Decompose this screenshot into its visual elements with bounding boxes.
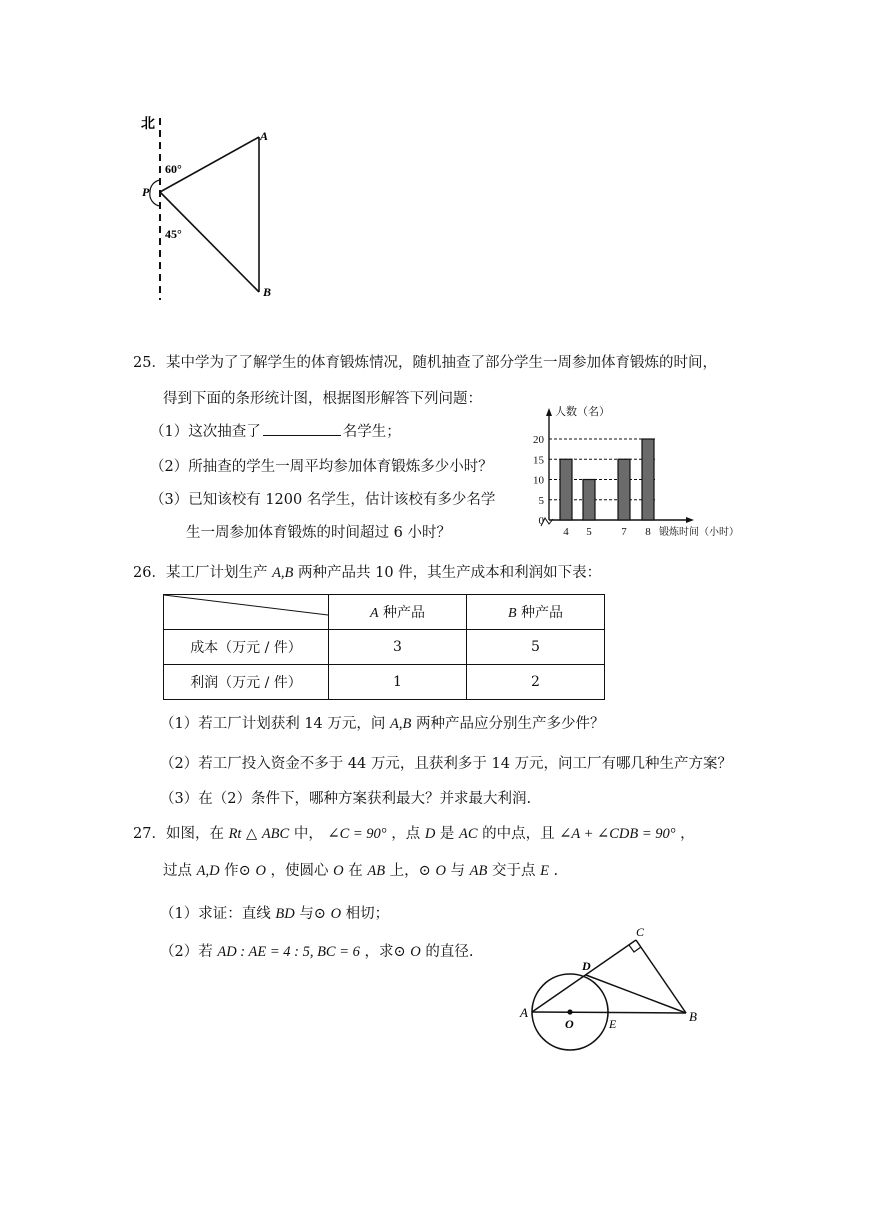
q27-l2-a: 过点 [163, 863, 197, 879]
corner-diagonal [164, 595, 328, 629]
q27-l1-cond: ∠C = 90° [327, 826, 387, 842]
bearing-figure [120, 110, 290, 310]
q27-p1-o: O [330, 906, 342, 922]
q25-part1-suffix: 名学生； [342, 424, 401, 440]
q25-part2: （2）所抽查的学生一周平均参加体育锻炼多少小时？ [150, 459, 493, 475]
q27-line1 [133, 822, 695, 843]
table-row [164, 665, 605, 700]
cost-profit-table [163, 594, 605, 700]
q27-part2 [160, 940, 473, 961]
x-axis-title: 锻炼时间（小时） [659, 527, 739, 538]
q27-l1-cond2: ∠A + ∠CDB = 90° [559, 826, 676, 842]
point-b-label: B [689, 1009, 697, 1024]
q27-line2 [163, 859, 558, 880]
point-p-label: P [142, 185, 150, 199]
angle-45-label: 45° [165, 227, 182, 241]
bar-7 [618, 459, 630, 520]
q27-l1-f: 的中点，且 [477, 826, 560, 842]
point-c-label: C [636, 925, 645, 939]
angle-arc-upper [150, 180, 160, 192]
point-a-label: A [260, 129, 269, 143]
header-b-var: B [507, 606, 517, 621]
header-product-a [329, 595, 467, 630]
segment-cb [636, 940, 686, 1013]
q26-intro-vars: A,B [272, 565, 294, 581]
q27-l2-f: 与 [445, 863, 470, 879]
q26-part1-prefix: （1）若工厂计划获利 14 万元，问 [160, 716, 391, 732]
x-axis-arrow [686, 517, 694, 523]
header-a-text: 种产品 [378, 605, 425, 621]
q27-l2-d: 在 [343, 863, 368, 879]
q27-p2-expr: AD : AE = 4 : 5, BC = 6 [217, 944, 360, 960]
segment-db [586, 975, 686, 1013]
q25-part3-line1: （3）已知该校有 1200 名学生，估计该校有多少名学 [150, 492, 496, 508]
cell-profit-a: 1 [329, 665, 467, 700]
header-b-text: 种产品 [516, 605, 563, 621]
q25-line2: 得到下面的条形统计图，根据图形解答下列问题： [163, 391, 482, 407]
row-label-profit: 利润（万元 / 件） [164, 665, 329, 700]
bar-5 [583, 480, 595, 521]
q27-l2-o: O [255, 863, 266, 879]
q27-p1-c: 相切； [341, 906, 390, 922]
answer-blank[interactable] [263, 421, 341, 436]
angle-arc-lower [150, 192, 160, 206]
y-axis-title: 人数（名） [555, 406, 610, 418]
right-angle-mark [629, 945, 641, 952]
cell-profit-b: 2 [467, 665, 605, 700]
table-corner-cell [164, 595, 329, 630]
header-a-var: A [369, 606, 379, 621]
row-label-cost: 成本（万元 / 件） [164, 630, 329, 665]
q27-l1-ac: AC [459, 826, 478, 842]
circle-tangent-figure [510, 920, 710, 1060]
q27-l1-a: 27．如图，在 [133, 826, 229, 842]
q26-part3: （3）在（2）条件下，哪种方案获利最大？并求最大利润. [160, 791, 532, 807]
segment-ab [532, 1012, 686, 1013]
q27-l1-tri: △ [241, 826, 262, 842]
y-tick-label: 15 [533, 454, 544, 467]
point-o-label: O [565, 1017, 574, 1031]
bar-8 [642, 439, 654, 520]
q26-intro [133, 561, 601, 582]
q25-part3-line2: 生一周参加体育锻炼的时间超过 6 小时？ [186, 525, 451, 541]
y-tick-label: 10 [533, 474, 544, 487]
q25-part1 [150, 420, 401, 441]
q26-intro-prefix: 26．某工厂计划生产 [133, 565, 273, 581]
q25-line1: 25．某中学为了了解学生的体育锻炼情况，随机抽查了部分学生一周参加体育锻炼的时间， [133, 355, 717, 371]
q27-l2-o2: O [333, 863, 344, 879]
bar-4 [560, 459, 572, 520]
q27-l2-b: 作⊙ [219, 863, 256, 879]
q25-part1-prefix: （1）这次抽查了 [150, 424, 261, 440]
q26-intro-suffix: 两种产品共 10 件，其生产成本和利润如下表： [293, 565, 602, 581]
q27-l1-abc: ABC [261, 826, 290, 842]
x-tick-label: 7 [621, 526, 627, 538]
q27-p2-c: 的直径. [420, 944, 474, 960]
q27-p1-a: （1）求证：直线 [160, 906, 276, 922]
point-d-label: D [582, 959, 591, 973]
x-tick-label: 5 [586, 526, 592, 538]
point-e-label: E [609, 1017, 617, 1031]
header-product-b [467, 595, 605, 630]
cell-cost-b: 5 [467, 630, 605, 665]
table-header-row [164, 595, 605, 630]
center-point-o [567, 1009, 572, 1014]
q27-l1-c: ，点 [386, 826, 425, 842]
point-b-label: B [263, 285, 272, 299]
segment-ac [532, 940, 636, 1012]
y-axis-arrow [546, 408, 552, 416]
q27-l1-d: D [424, 826, 436, 842]
q27-l2-e2: E [540, 863, 549, 879]
q27-l2-g: 交于点 [487, 863, 541, 879]
bar-chart [525, 400, 740, 545]
q27-p2-o: O [410, 944, 421, 960]
q27-l1-e: 是 [435, 826, 460, 842]
q27-l1-rt: Rt [228, 826, 242, 842]
q27-p2-b: ，求⊙ [359, 944, 411, 960]
q27-l1-b: 中， [289, 826, 328, 842]
q27-l2-ab: AB [367, 863, 386, 879]
north-label: 北 [141, 117, 155, 132]
q27-l2-h: . [548, 863, 559, 879]
q27-l2-e: 上，⊙ [385, 863, 436, 879]
point-a-label: A [520, 1005, 528, 1020]
x-tick-label: 4 [563, 526, 569, 538]
angle-60-label: 60° [165, 162, 182, 176]
table-row [164, 630, 605, 665]
q27-l2-ad: A,D [196, 863, 220, 879]
q27-l1-g: ， [675, 826, 695, 842]
q27-p1-b: 与⊙ [294, 906, 331, 922]
segment-pb [160, 192, 259, 292]
cell-cost-a: 3 [329, 630, 467, 665]
x-tick-label: 8 [645, 526, 651, 538]
q26-part1-suffix: 两种产品应分别生产多少件？ [411, 716, 605, 732]
q27-p2-a: （2）若 [160, 944, 218, 960]
q26-part2: （2）若工厂投入资金不多于 44 万元，且获利多于 14 万元，问工厂有哪几种生产方案？ [160, 756, 733, 772]
q26-part1-vars: A,B [390, 716, 412, 732]
y-tick-label: 0 [538, 515, 544, 527]
q27-l2-o3: O [435, 863, 446, 879]
y-tick-label: 20 [533, 434, 544, 446]
q27-p1-bd: BD [275, 906, 295, 922]
q27-l2-c: ，使圆心 [265, 863, 334, 879]
q27-part1 [160, 902, 389, 923]
q26-part1 [160, 712, 604, 733]
y-tick-label: 5 [538, 494, 544, 507]
q27-l2-ab2: AB [469, 863, 488, 879]
